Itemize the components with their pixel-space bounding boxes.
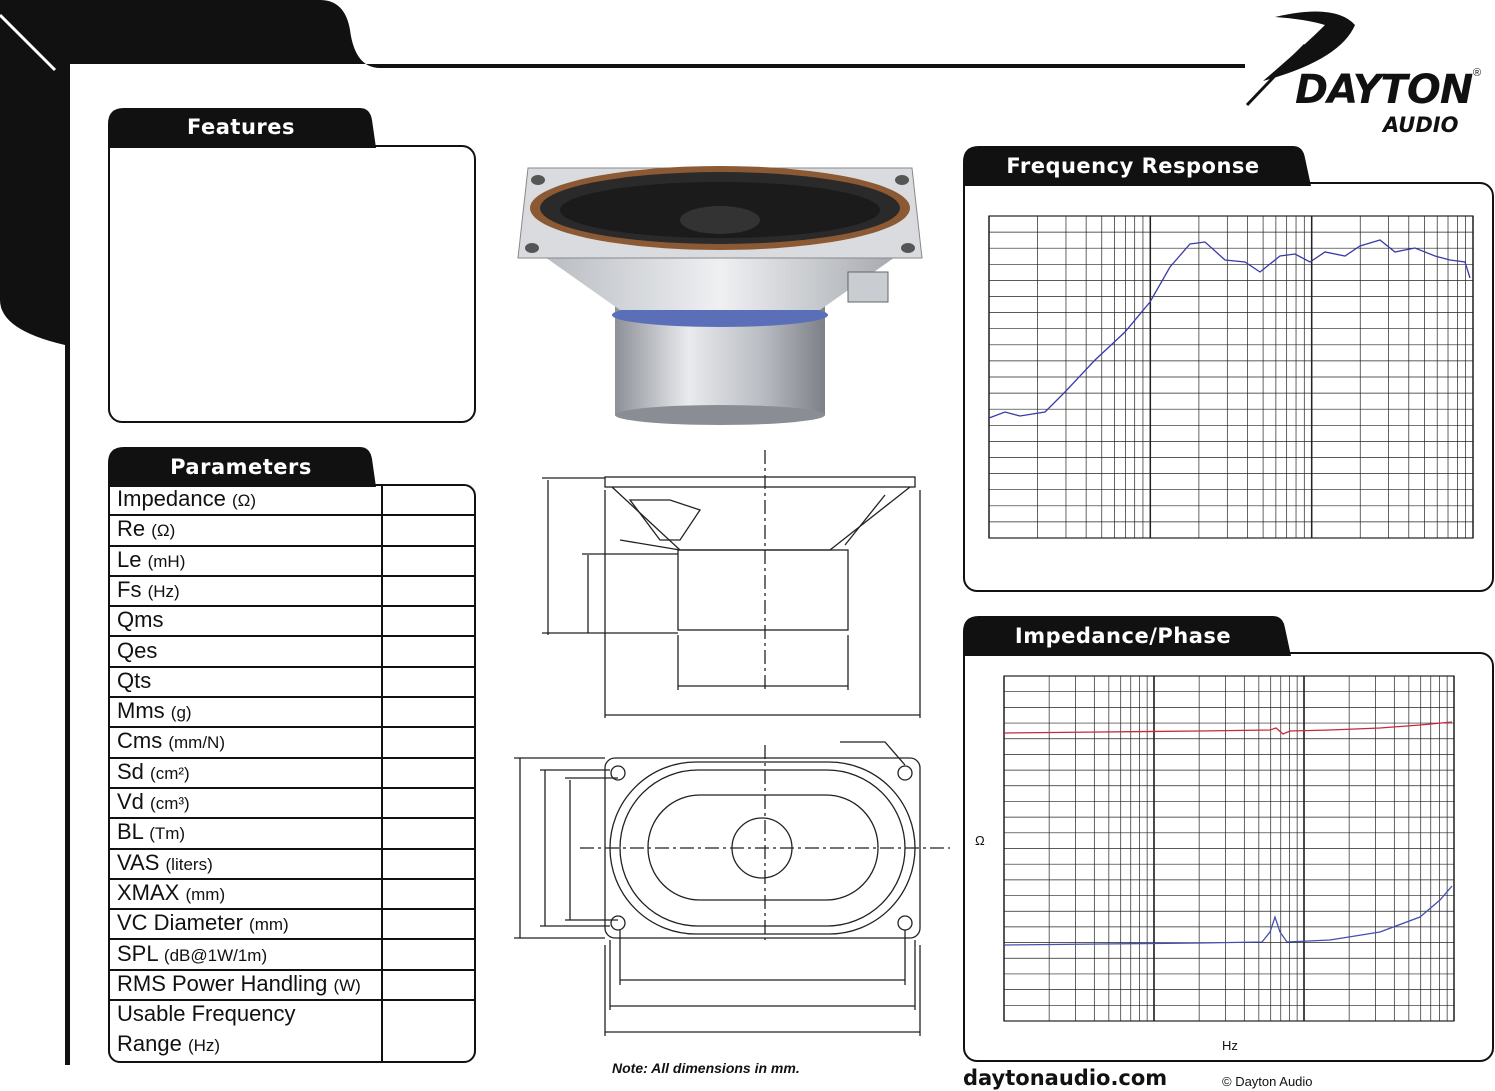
footer-url[interactable]: daytonaudio.com — [963, 1066, 1168, 1090]
parameter-unit: (Hz) — [187, 1036, 221, 1056]
parameter-label — [117, 486, 256, 512]
parameter-name: Impedance — [117, 486, 226, 511]
parameter-row — [110, 757, 474, 789]
parameter-row — [110, 545, 474, 577]
parameter-unit: (mH) — [147, 551, 186, 571]
front-view-drawing — [510, 740, 950, 1040]
impedance-x-unit: Hz — [1222, 1038, 1238, 1053]
parameter-name: Vd — [117, 789, 144, 814]
brand-name: DAYTON — [1295, 67, 1473, 113]
parameter-row — [110, 999, 474, 1029]
parameter-unit: (Tm) — [149, 824, 186, 844]
parameter-unit: (Ω) — [151, 521, 176, 541]
parameter-label — [117, 728, 225, 754]
parameter-label — [117, 547, 185, 573]
parameter-row — [110, 514, 474, 546]
brand-sub: AUDIO — [1383, 113, 1459, 137]
parameter-name: Range — [117, 1031, 182, 1057]
parameter-unit: (cm³) — [150, 794, 190, 813]
parameter-unit: (dB@1W/1m) — [163, 945, 268, 965]
chart-grid — [989, 216, 1473, 538]
impedance-phase-chart — [1000, 672, 1460, 1027]
parameter-unit: (g) — [170, 703, 192, 723]
parameter-unit: (liters) — [165, 854, 213, 874]
dayton-logo — [1245, 5, 1490, 135]
phase-line — [1004, 886, 1452, 945]
parameter-name: Qms — [117, 607, 164, 633]
parameter-row — [110, 848, 474, 880]
parameter-row — [110, 636, 474, 668]
parameter-row — [110, 969, 474, 1001]
parameter-row — [110, 878, 474, 910]
speaker-photo — [510, 160, 930, 430]
parameters-title: Parameters — [170, 455, 312, 479]
parameter-unit: (mm) — [185, 884, 226, 904]
dimensions-note: Note: All dimensions in mm. — [612, 1060, 800, 1076]
impedance-y-unit: Ω — [975, 833, 985, 848]
parameter-label — [117, 880, 225, 906]
footer-copyright: © Dayton Audio — [1222, 1074, 1313, 1089]
parameter-label — [117, 1031, 220, 1057]
brand-reg: ® — [1473, 67, 1482, 79]
parameter-unit: (Ω) — [231, 491, 257, 510]
parameter-label — [117, 941, 267, 967]
frequency-response-title: Frequency Response — [1006, 154, 1260, 178]
impedance-phase-title: Impedance/Phase — [1014, 624, 1232, 648]
features-title: Features — [187, 115, 295, 139]
parameter-name: Re — [117, 516, 146, 542]
parameter-name: Qts — [117, 667, 152, 693]
parameter-label — [117, 607, 163, 633]
parameter-name: Sd — [117, 758, 144, 784]
parameter-name: VC Diameter — [117, 910, 243, 936]
side-view-drawing — [530, 450, 950, 725]
parameter-name: Mms — [117, 698, 165, 724]
parameter-row — [110, 666, 474, 698]
parameter-label — [117, 789, 190, 815]
parameter-row — [110, 908, 474, 940]
parameter-row — [110, 484, 474, 516]
parameter-label — [117, 638, 157, 664]
parameter-name: Fs — [117, 576, 142, 602]
parameter-unit: (mm) — [249, 915, 289, 935]
parameter-unit: (cm²) — [150, 763, 190, 783]
parameter-label — [117, 698, 192, 724]
parameter-name: SPL — [117, 940, 158, 966]
parameter-label — [117, 577, 180, 603]
parameter-label — [117, 668, 151, 694]
parameter-label — [117, 1001, 296, 1027]
parameter-name: VAS — [117, 849, 160, 875]
parameter-label — [117, 759, 190, 785]
parameter-name: XMAX — [117, 879, 180, 905]
parameter-label — [117, 819, 185, 845]
parameter-row — [110, 1029, 474, 1059]
parameter-row — [110, 787, 474, 819]
parameter-name: Qes — [117, 637, 158, 663]
parameter-label — [117, 850, 213, 876]
parameter-row — [110, 817, 474, 849]
parameter-name: RMS Power Handling — [117, 970, 328, 996]
parameter-label — [117, 516, 175, 542]
parameter-unit: (Hz) — [147, 581, 180, 601]
features-box — [108, 145, 476, 423]
parameter-row — [110, 939, 474, 971]
parameter-name: BL — [117, 819, 144, 845]
parameter-row — [110, 726, 474, 758]
frequency-response-chart — [985, 212, 1475, 542]
parameter-unit: (mm/N) — [168, 733, 225, 753]
parameter-unit: (W) — [333, 975, 361, 995]
parameter-row — [110, 575, 474, 607]
impedance-line — [1004, 722, 1452, 734]
parameter-name: Le — [117, 546, 142, 572]
parameter-label — [117, 910, 289, 936]
parameter-name: Cms — [117, 728, 163, 754]
parameter-name: Usable Frequency — [117, 1001, 296, 1027]
parameter-row — [110, 696, 474, 728]
parameter-row — [110, 605, 474, 637]
parameter-label — [117, 971, 361, 997]
